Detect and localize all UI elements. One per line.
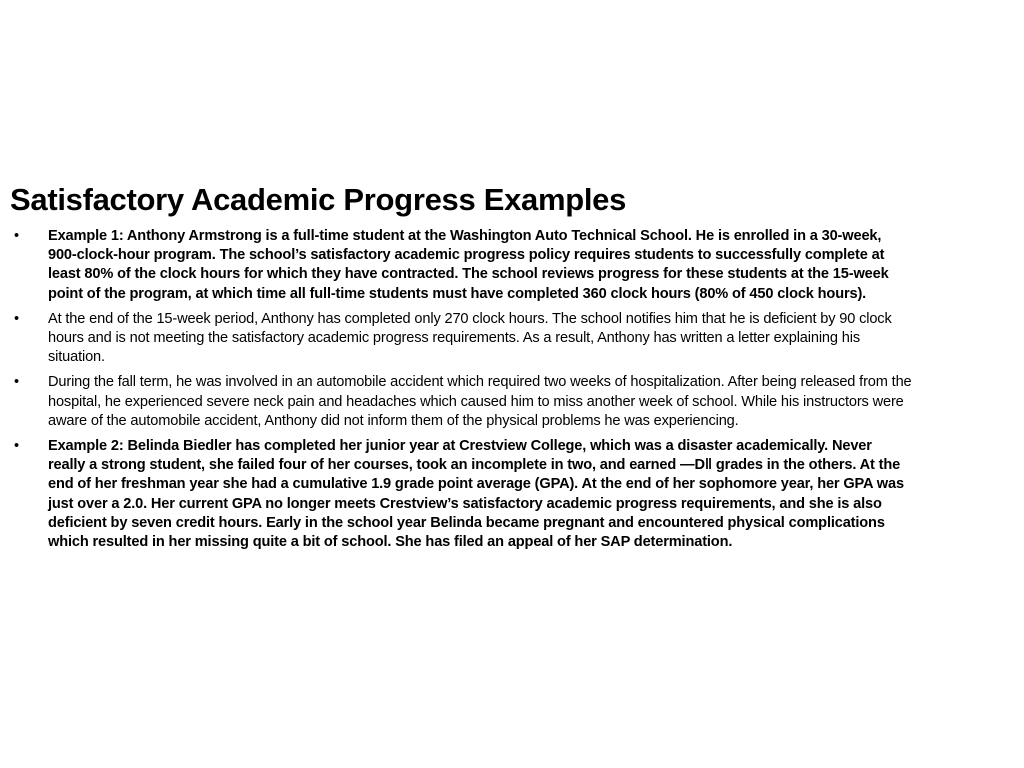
bullet-marker: • xyxy=(14,228,19,244)
bullet-list xyxy=(12,227,912,558)
bullet-text: During the fall term, he was involved in an automobile accident which required two weeks of hospitalization. After being released from the hospital, he experienced severe neck pain and headaches which caused him to miss another week of school. While his instructors were aware of the automobile accident, Anthony did not inform them of the physical problems he was experiencing. xyxy=(48,374,912,429)
slide-title: Satisfactory Academic Progress Examples xyxy=(10,182,627,217)
bullet-marker: • xyxy=(14,310,19,327)
bullet-item-example-1-progress xyxy=(12,310,912,368)
bullet-marker: • xyxy=(14,438,19,455)
bullet-item-example-2 xyxy=(12,437,912,552)
bullet-marker: • xyxy=(14,374,19,391)
bullet-item-example-1 xyxy=(12,227,912,304)
bullet-item-example-1-situation xyxy=(12,373,912,431)
bullet-text: Example 1: Anthony Armstrong is a full-time student at the Washington Auto Technical School. He is enrolled in a 30-week, 900-clock-hour program. The school’s satisfactory academic progress policy requires students to successfully complete at least 80% of the clock hours for which they have contracted. The school reviews progress for these students at the 15-week point of the program, at which time all full-time students must have completed 360 clock hours (80% of 450 clock hours). xyxy=(48,228,889,302)
bullet-text: At the end of the 15-week period, Anthony has completed only 270 clock hours. The school notifies him that he is deficient by 90 clock hours and is not meeting the satisfactory academic progress requirements. As a result, Anthony has written a letter explaining his situation. xyxy=(48,310,892,366)
bullet-text: Example 2: Belinda Biedler has completed her junior year at Crestview College, which was a disaster academically. Never really a strong student, she failed four of her courses, took an incomplete in two, and earned ―D‖ grades in the others. At the end of her freshman year she had a cumulative 1.9 grade point average (GPA). At the end of her sophomore year, her GPA was just over a 2.0. Her current GPA no longer meets Crestview’s satisfactory academic progress requirements, and she is also deficient by seven credit hours. Early in the school year Belinda became pregnant and encountered physical complications which resulted in her missing quite a bit of school. She has filed an appeal of her SAP determination. xyxy=(48,438,904,551)
